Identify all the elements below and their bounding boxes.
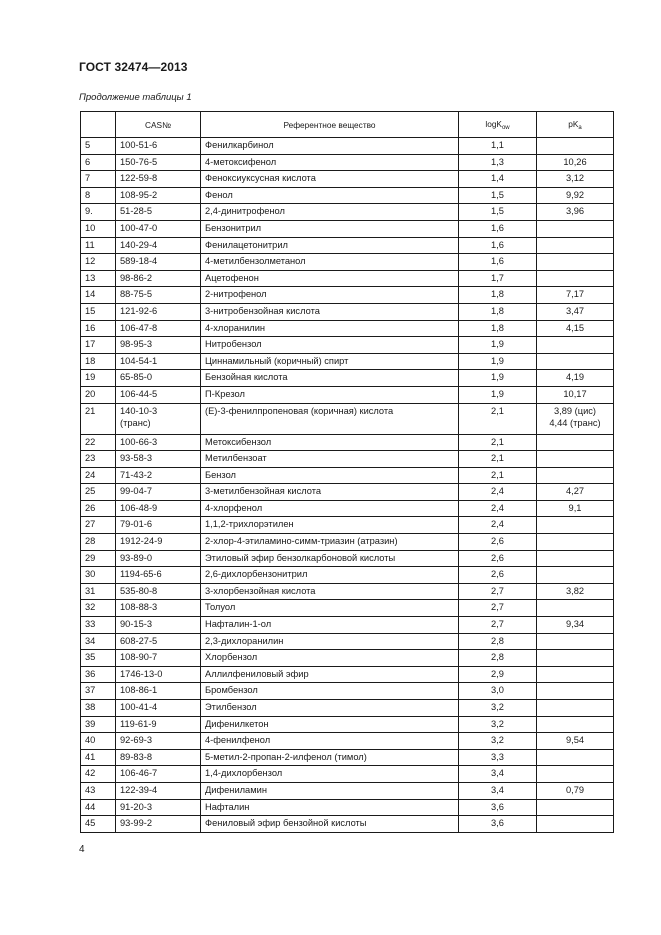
logkow-cell: 3,4 [459, 766, 537, 783]
table-row [81, 749, 614, 766]
cas-cell: 79-01-6 [116, 517, 201, 534]
logkow-cell: 1,9 [459, 353, 537, 370]
pka-cell: 4,15 [537, 320, 614, 337]
cas-cell: 88-75-5 [116, 287, 201, 304]
substance-name-cell: Толуол [201, 600, 459, 617]
logkow-cell: 3,6 [459, 816, 537, 833]
substance-name-cell: 2,3-дихлоранилин [201, 633, 459, 650]
cas-cell-line2: (транс) [120, 417, 151, 428]
row-number-cell: 31 [81, 583, 116, 600]
table-row [81, 403, 614, 434]
row-number-cell: 34 [81, 633, 116, 650]
substance-name-cell: 4-хлоранилин [201, 320, 459, 337]
row-number-cell: 13 [81, 270, 116, 287]
logkow-cell: 2,6 [459, 550, 537, 567]
logkow-cell: 1,9 [459, 370, 537, 387]
row-number-cell: 15 [81, 303, 116, 320]
row-number-cell: 30 [81, 567, 116, 584]
table-row [81, 484, 614, 501]
cas-cell: 140-29-4 [116, 237, 201, 254]
table-row [81, 766, 614, 783]
table-row [81, 716, 614, 733]
row-number-cell: 42 [81, 766, 116, 783]
header-pka [537, 112, 614, 138]
logkow-cell: 2,1 [459, 403, 537, 434]
pka-cell: 7,17 [537, 287, 614, 304]
substance-name-cell: 2-хлор-4-этиламино-симм-триазин (атразин) [201, 534, 459, 551]
logkow-cell: 2,7 [459, 583, 537, 600]
row-number-cell: 5 [81, 138, 116, 155]
row-number-cell: 45 [81, 816, 116, 833]
substance-name-cell: 1,4-дихлорбензол [201, 766, 459, 783]
header-pka-base: pK [568, 118, 579, 129]
pka-cell [537, 816, 614, 833]
substance-name-cell: 3-хлорбензойная кислота [201, 583, 459, 600]
row-number-cell: 19 [81, 370, 116, 387]
logkow-cell: 2,6 [459, 567, 537, 584]
pka-cell: 10,17 [537, 386, 614, 403]
logkow-cell: 2,7 [459, 617, 537, 634]
logkow-cell: 3,2 [459, 733, 537, 750]
substance-name-cell: Фенилкарбинол [201, 138, 459, 155]
row-number-cell: 12 [81, 254, 116, 271]
cas-cell: 98-95-3 [116, 337, 201, 354]
cas-cell: 121-92-6 [116, 303, 201, 320]
row-number-cell: 16 [81, 320, 116, 337]
logkow-cell: 3,2 [459, 700, 537, 717]
row-number-cell: 37 [81, 683, 116, 700]
cas-cell: 93-58-3 [116, 451, 201, 468]
logkow-cell: 2,9 [459, 666, 537, 683]
pka-cell [537, 434, 614, 451]
page-number: 4 [79, 844, 85, 855]
table-row [81, 700, 614, 717]
logkow-cell: 1,6 [459, 254, 537, 271]
row-number-cell: 11 [81, 237, 116, 254]
pka-cell [537, 337, 614, 354]
substance-name-cell: Бензонитрил [201, 220, 459, 237]
cas-cell: 150-76-5 [116, 154, 201, 171]
table-row [81, 154, 614, 171]
cas-cell: 92-69-3 [116, 733, 201, 750]
logkow-cell: 3,0 [459, 683, 537, 700]
pka-cell [537, 270, 614, 287]
pka-cell: 3,96 [537, 204, 614, 221]
substance-name-cell: 4-метилбензолметанол [201, 254, 459, 271]
logkow-cell: 1,6 [459, 220, 537, 237]
logkow-cell: 3,2 [459, 716, 537, 733]
logkow-cell: 1,3 [459, 154, 537, 171]
cas-cell: 119-61-9 [116, 716, 201, 733]
table-row [81, 683, 614, 700]
cas-cell: 1746-13-0 [116, 666, 201, 683]
row-number-cell: 26 [81, 500, 116, 517]
logkow-cell: 1,9 [459, 386, 537, 403]
row-number-cell: 28 [81, 534, 116, 551]
pka-cell: 10,26 [537, 154, 614, 171]
row-number-cell: 36 [81, 666, 116, 683]
row-number-cell: 44 [81, 799, 116, 816]
logkow-cell: 3,4 [459, 782, 537, 799]
pka-cell [537, 534, 614, 551]
table-row [81, 467, 614, 484]
logkow-cell: 2,1 [459, 451, 537, 468]
table-row [81, 320, 614, 337]
row-number-cell: 38 [81, 700, 116, 717]
row-number-cell: 20 [81, 386, 116, 403]
substance-name-cell: Аллилфениловый эфир [201, 666, 459, 683]
table-row [81, 617, 614, 634]
substance-name-cell: 5-метил-2-пропан-2-илфенол (тимол) [201, 749, 459, 766]
table-row [81, 567, 614, 584]
table-row [81, 650, 614, 667]
pka-cell [537, 138, 614, 155]
cas-cell: 51-28-5 [116, 204, 201, 221]
pka-cell [537, 766, 614, 783]
cas-cell-line1: 140-10-3 [120, 405, 158, 416]
logkow-cell: 3,6 [459, 799, 537, 816]
table-row [81, 370, 614, 387]
row-number-cell: 39 [81, 716, 116, 733]
cas-cell: 100-66-3 [116, 434, 201, 451]
cas-cell: 91-20-3 [116, 799, 201, 816]
substance-name-cell: Бензол [201, 467, 459, 484]
cas-cell: 1912-24-9 [116, 534, 201, 551]
pka-cell [537, 237, 614, 254]
substance-name-cell: Этилбензол [201, 700, 459, 717]
substance-name-cell: Хлорбензол [201, 650, 459, 667]
table-caption: Продолжение таблицы 1 [79, 92, 192, 103]
row-number-cell: 43 [81, 782, 116, 799]
table-row [81, 583, 614, 600]
pka-cell [537, 600, 614, 617]
pka-cell [537, 666, 614, 683]
substance-name-cell: 4-метоксифенол [201, 154, 459, 171]
table-row [81, 254, 614, 271]
pka-cell [537, 700, 614, 717]
row-number-cell: 22 [81, 434, 116, 451]
substance-name-cell: 4-хлорфенол [201, 500, 459, 517]
cas-cell: 90-15-3 [116, 617, 201, 634]
pka-cell [537, 451, 614, 468]
substance-name-cell: Дифенилкетон [201, 716, 459, 733]
table-row [81, 517, 614, 534]
row-number-cell: 41 [81, 749, 116, 766]
header-logkow-sub: ow [501, 124, 510, 131]
cas-cell: 71-43-2 [116, 467, 201, 484]
cas-cell: 100-47-0 [116, 220, 201, 237]
header-name: Референтное вещество [201, 112, 459, 138]
row-number-cell: 21 [81, 403, 116, 434]
cas-cell: 99-04-7 [116, 484, 201, 501]
table-row [81, 816, 614, 833]
pka-cell: 3,47 [537, 303, 614, 320]
row-number-cell: 29 [81, 550, 116, 567]
table-row [81, 237, 614, 254]
table-row [81, 782, 614, 799]
substance-name-cell: Фенилацетонитрил [201, 237, 459, 254]
logkow-cell: 2,4 [459, 484, 537, 501]
pka-cell: 9,54 [537, 733, 614, 750]
substance-name-cell: Фениловый эфир бензойной кислоты [201, 816, 459, 833]
row-number-cell: 7 [81, 171, 116, 188]
logkow-cell: 1,5 [459, 204, 537, 221]
row-number-cell: 6 [81, 154, 116, 171]
cas-cell: 122-39-4 [116, 782, 201, 799]
table-row [81, 451, 614, 468]
substance-name-cell: Бензойная кислота [201, 370, 459, 387]
cas-cell: 122-59-8 [116, 171, 201, 188]
table-row [81, 303, 614, 320]
row-number-cell: 40 [81, 733, 116, 750]
logkow-cell: 2,1 [459, 467, 537, 484]
logkow-cell: 2,8 [459, 633, 537, 650]
pka-cell: 4,19 [537, 370, 614, 387]
substance-name-cell: Метилбензоат [201, 451, 459, 468]
table-row [81, 434, 614, 451]
logkow-cell: 2,6 [459, 534, 537, 551]
substance-name-cell: П-Крезол [201, 386, 459, 403]
table-row [81, 171, 614, 188]
substance-name-cell: Нафталин [201, 799, 459, 816]
row-number-cell: 25 [81, 484, 116, 501]
document-header: ГОСТ 32474—2013 [79, 60, 188, 74]
pka-cell: 9,1 [537, 500, 614, 517]
substance-name-cell: Циннамильный (коричный) спирт [201, 353, 459, 370]
cas-cell: 89-83-8 [116, 749, 201, 766]
cas-cell: 106-47-8 [116, 320, 201, 337]
substance-name-cell: 3-метилбензойная кислота [201, 484, 459, 501]
cas-cell: 108-88-3 [116, 600, 201, 617]
pka-cell [537, 799, 614, 816]
pka-cell [537, 567, 614, 584]
table-row [81, 270, 614, 287]
cas-cell: 65-85-0 [116, 370, 201, 387]
pka-cell [537, 353, 614, 370]
table-row [81, 534, 614, 551]
table-row [81, 799, 614, 816]
row-number-cell: 9. [81, 204, 116, 221]
substance-name-cell: Этиловый эфир бензолкарбоновой кислоты [201, 550, 459, 567]
logkow-cell: 2,4 [459, 500, 537, 517]
table-row [81, 138, 614, 155]
cas-cell: 106-46-7 [116, 766, 201, 783]
logkow-cell: 1,5 [459, 187, 537, 204]
substance-name-cell: 1,1,2-трихлорэтилен [201, 517, 459, 534]
logkow-cell: 3,3 [459, 749, 537, 766]
row-number-cell: 18 [81, 353, 116, 370]
pka-cell [537, 254, 614, 271]
logkow-cell: 1,8 [459, 320, 537, 337]
cas-cell: 93-99-2 [116, 816, 201, 833]
pka-cell [537, 716, 614, 733]
cas-cell: 104-54-1 [116, 353, 201, 370]
table-row [81, 204, 614, 221]
logkow-cell: 1,8 [459, 287, 537, 304]
pka-cell [537, 517, 614, 534]
pka-cell [537, 403, 614, 434]
table-row [81, 733, 614, 750]
logkow-cell: 1,1 [459, 138, 537, 155]
logkow-cell: 1,7 [459, 270, 537, 287]
table-row [81, 666, 614, 683]
logkow-cell: 2,7 [459, 600, 537, 617]
cas-cell: 589-18-4 [116, 254, 201, 271]
table-row [81, 220, 614, 237]
table-row [81, 187, 614, 204]
cas-cell: 98-86-2 [116, 270, 201, 287]
pka-cell-line2: 4,44 (транс) [549, 417, 601, 428]
logkow-cell: 2,8 [459, 650, 537, 667]
row-number-cell: 35 [81, 650, 116, 667]
table-header-row [81, 112, 614, 138]
table-row [81, 550, 614, 567]
pka-cell: 9,34 [537, 617, 614, 634]
cas-cell: 108-90-7 [116, 650, 201, 667]
pka-cell: 3,12 [537, 171, 614, 188]
substance-name-cell: Дифениламин [201, 782, 459, 799]
cas-cell: 100-41-4 [116, 700, 201, 717]
logkow-cell: 1,9 [459, 337, 537, 354]
cas-cell: 1194-65-6 [116, 567, 201, 584]
header-num [81, 112, 116, 138]
row-number-cell: 32 [81, 600, 116, 617]
substance-name-cell: Феноксиуксусная кислота [201, 171, 459, 188]
header-cas: CAS№ [116, 112, 201, 138]
substance-name-cell: Ацетофенон [201, 270, 459, 287]
row-number-cell: 8 [81, 187, 116, 204]
substance-name-cell: 2,6-дихлорбензонитрил [201, 567, 459, 584]
cas-cell [116, 403, 201, 434]
row-number-cell: 14 [81, 287, 116, 304]
header-logkow [459, 112, 537, 138]
cas-cell: 535-80-8 [116, 583, 201, 600]
pka-cell [537, 467, 614, 484]
pka-cell [537, 650, 614, 667]
cas-cell: 106-44-5 [116, 386, 201, 403]
substance-name-cell: Нитробензол [201, 337, 459, 354]
substance-name-cell: (E)-3-фенилпропеновая (коричная) кислота [201, 403, 459, 434]
substance-name-cell: 4-фенилфенол [201, 733, 459, 750]
table-row [81, 600, 614, 617]
table-row [81, 386, 614, 403]
reference-substances-table [80, 111, 614, 833]
table-row [81, 337, 614, 354]
pka-cell-line1: 3,89 (цис) [553, 405, 597, 416]
pka-cell: 9,92 [537, 187, 614, 204]
pka-cell [537, 683, 614, 700]
table-row [81, 353, 614, 370]
row-number-cell: 17 [81, 337, 116, 354]
row-number-cell: 33 [81, 617, 116, 634]
substance-name-cell: Бромбензол [201, 683, 459, 700]
header-logkow-base: logK [485, 118, 502, 129]
row-number-cell: 23 [81, 451, 116, 468]
pka-cell [537, 633, 614, 650]
pka-cell [537, 749, 614, 766]
pka-cell: 3,82 [537, 583, 614, 600]
substance-name-cell: Метоксибензол [201, 434, 459, 451]
logkow-cell: 1,8 [459, 303, 537, 320]
cas-cell: 108-95-2 [116, 187, 201, 204]
row-number-cell: 10 [81, 220, 116, 237]
cas-cell: 100-51-6 [116, 138, 201, 155]
row-number-cell: 24 [81, 467, 116, 484]
substance-name-cell: 2,4-динитрофенол [201, 204, 459, 221]
cas-cell: 93-89-0 [116, 550, 201, 567]
pka-cell [537, 220, 614, 237]
pka-cell: 4,27 [537, 484, 614, 501]
cas-cell: 106-48-9 [116, 500, 201, 517]
logkow-cell: 2,4 [459, 517, 537, 534]
row-number-cell: 27 [81, 517, 116, 534]
logkow-cell: 1,4 [459, 171, 537, 188]
cas-cell: 608-27-5 [116, 633, 201, 650]
substance-name-cell: 3-нитробензойная кислота [201, 303, 459, 320]
logkow-cell: 2,1 [459, 434, 537, 451]
pka-cell [537, 550, 614, 567]
logkow-cell: 1,6 [459, 237, 537, 254]
pka-cell: 0,79 [537, 782, 614, 799]
substance-name-cell: Нафталин-1-ол [201, 617, 459, 634]
cas-cell: 108-86-1 [116, 683, 201, 700]
substance-name-cell: 2-нитрофенол [201, 287, 459, 304]
table-row [81, 500, 614, 517]
substance-name-cell: Фенол [201, 187, 459, 204]
table-row [81, 287, 614, 304]
header-pka-sub: a [578, 124, 582, 131]
table-row [81, 633, 614, 650]
